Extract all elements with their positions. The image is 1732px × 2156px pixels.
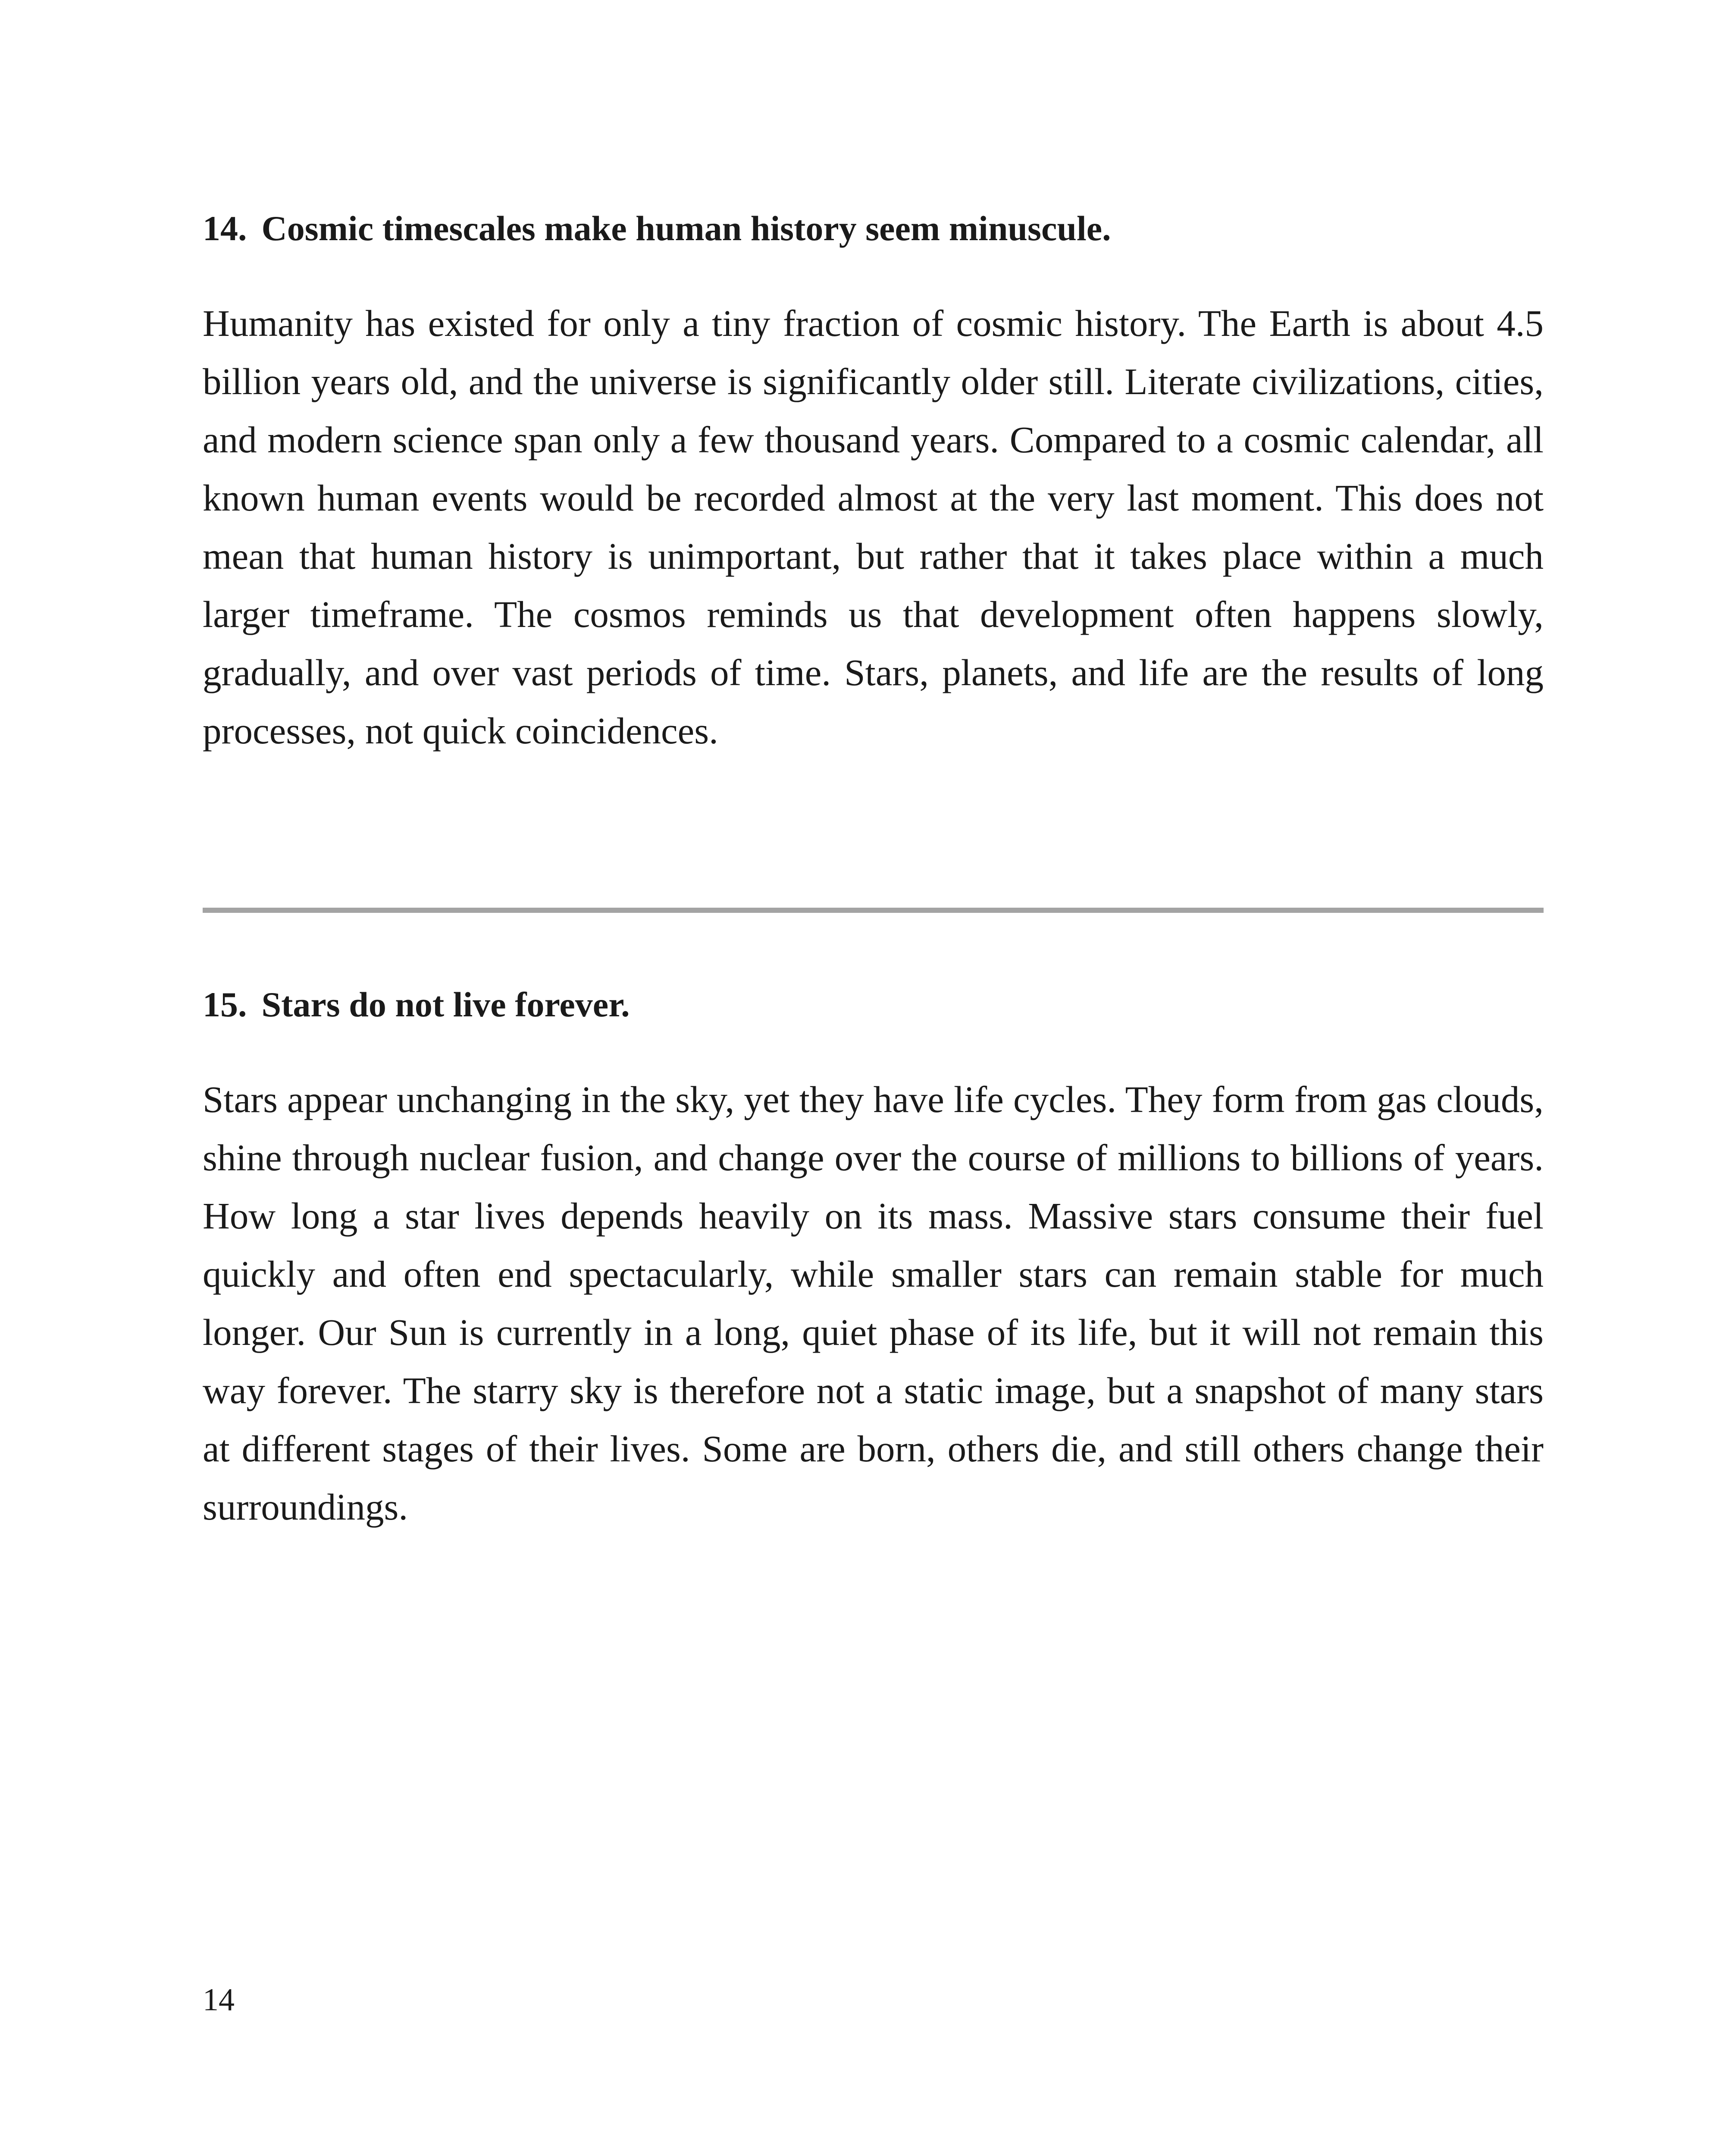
page-number: 14 <box>203 1982 235 2018</box>
section-number: 15. <box>203 985 247 1024</box>
section-14 <box>203 203 1544 760</box>
section-paragraph: Humanity has existed for only a tiny fraction of cosmic history. The Earth is about 4.5 billion years old, and the universe is significantly older still. Literate civilizations, cities, and modern science span only a few thousand years. Compared to a cosmic calendar, all known human events would be recorded almost at the very last moment. This does not mean that human history is unimportant, but rather that it takes place within a much larger timeframe. The cosmos reminds us that development often happens slowly, gradually, and over vast periods of time. Stars, planets, and life are the results of long processes, not quick coincidences. <box>203 302 1544 752</box>
section-15 <box>203 979 1544 1536</box>
section-paragraph: Stars appear unchanging in the sky, yet they have life cycles. They form from gas clouds, shine through nuclear fusion, and change over the course of millions to billions of years. How long a star lives depends heavily on its mass. Massive stars consume their fuel quickly and often end spectacularly, while smaller stars can remain stable for much longer. Our Sun is currently in a long, quiet phase of its life, but it will not remain this way forever. The starry sky is therefore not a static image, but a snapshot of many stars at different stages of their lives. Some are born, others die, and still others change their surroundings. <box>203 1078 1544 1528</box>
section-heading <box>203 979 1544 1031</box>
section-title: Stars do not live forever. <box>261 985 630 1024</box>
section-heading <box>203 203 1544 254</box>
section-title: Cosmic timescales make human history seem minuscule. <box>261 209 1111 248</box>
section-number: 14. <box>203 209 247 248</box>
section-divider <box>203 908 1544 913</box>
